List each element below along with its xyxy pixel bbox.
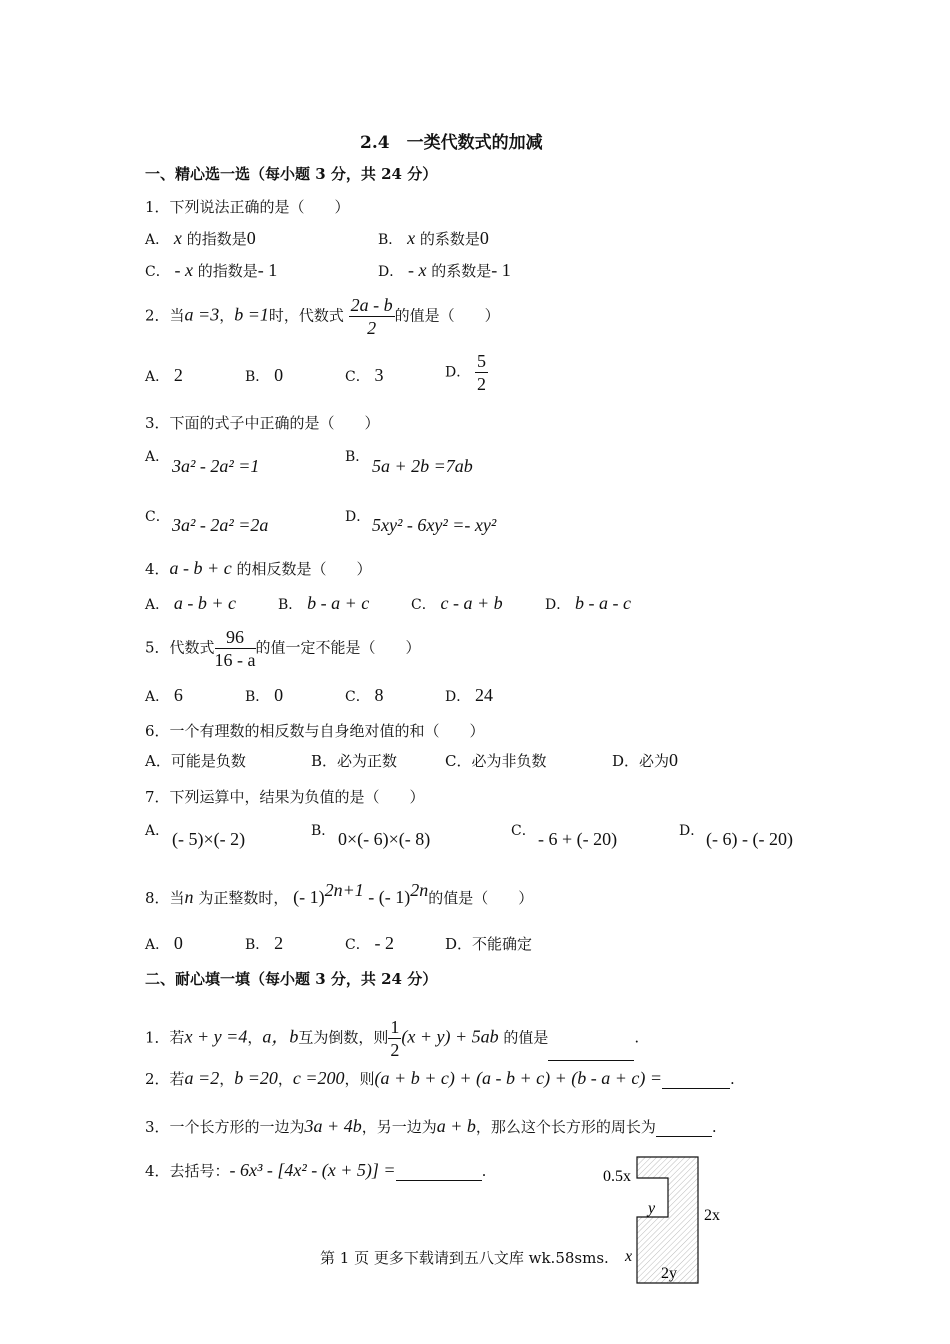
figure-label-bottom: 2y bbox=[661, 1265, 677, 1282]
q3-stem: 3．下面的式子中正确的是（ ） bbox=[145, 414, 380, 432]
answer-blank[interactable] bbox=[396, 1164, 482, 1181]
stem-text: 3．一个长方形的一边为 bbox=[145, 1118, 305, 1136]
figure-label-left: x bbox=[625, 1248, 633, 1265]
math-expr: a - b + c bbox=[173, 593, 237, 613]
power-base: - (- 1) bbox=[363, 887, 411, 907]
q7-label-b: B． bbox=[311, 823, 336, 839]
math-value: 0 bbox=[246, 228, 256, 248]
math-value: - 2 bbox=[374, 933, 394, 953]
math-expr bbox=[293, 880, 429, 907]
option-text: 的系数是 bbox=[431, 262, 492, 280]
end-mark: . bbox=[481, 1162, 487, 1180]
option-label: D． bbox=[545, 597, 571, 613]
math-value: 0 bbox=[173, 933, 183, 953]
numerator: 5 bbox=[477, 351, 487, 371]
math-expr: c =200 bbox=[292, 1068, 345, 1088]
q7-expr-a: (- 5)×(- 2) bbox=[172, 829, 246, 849]
q3-expr-a: 3a² - 2a² =1 bbox=[172, 456, 260, 476]
q8-stem bbox=[145, 880, 533, 908]
q6-stem: 6．一个有理数的相反数与自身绝对值的和（ ） bbox=[145, 722, 485, 740]
denominator: 16 - a bbox=[214, 650, 256, 670]
stem-text: 的相反数是（ ） bbox=[236, 560, 372, 578]
q1-option-c bbox=[145, 260, 277, 281]
stem-text: 4． bbox=[145, 560, 170, 578]
option-label: B． bbox=[278, 597, 303, 613]
stem-text: 互为倒数，则 bbox=[298, 1028, 389, 1047]
q7-label-a: A． bbox=[145, 823, 170, 839]
fill-q3 bbox=[145, 1116, 717, 1137]
separator: ， bbox=[247, 1028, 263, 1047]
q1-stem: 1．下列说法正确的是（ ） bbox=[145, 198, 350, 216]
q7-expr-d: (- 6) - (- 20) bbox=[706, 829, 793, 849]
stem-text: 8．当 bbox=[145, 889, 185, 907]
fill-q1 bbox=[145, 1016, 639, 1061]
stem-text: 的值是（ ） bbox=[394, 306, 500, 325]
q4-stem bbox=[145, 558, 371, 579]
q7-expr-c: - 6 + (- 20) bbox=[538, 829, 618, 849]
q5-option-b bbox=[245, 685, 283, 706]
option-label: A． bbox=[145, 937, 170, 953]
q3-expr-c: 3a² - 2a² =2a bbox=[172, 515, 269, 535]
math-value: 0 bbox=[669, 750, 679, 770]
page-footer: 第 1 页 更多下载请到五八文库 wk.58sms. bbox=[320, 1249, 609, 1267]
q4-option-b bbox=[278, 593, 369, 614]
q7-label-c: C． bbox=[511, 823, 536, 839]
math-expr: b - a - c bbox=[575, 593, 631, 613]
fraction bbox=[349, 294, 395, 339]
answer-blank[interactable] bbox=[548, 1044, 634, 1061]
fraction bbox=[215, 626, 256, 671]
q1-option-d bbox=[378, 260, 511, 281]
q4-option-d bbox=[545, 593, 631, 614]
denominator: 2 bbox=[367, 318, 377, 338]
option-label: A． bbox=[145, 597, 170, 613]
math-var: x bbox=[407, 228, 416, 248]
math-expr: c - a + b bbox=[440, 593, 503, 613]
math-value: 6 bbox=[173, 685, 183, 705]
q5-stem bbox=[145, 626, 421, 671]
math-expr: b =20 bbox=[234, 1068, 278, 1088]
math-value: 2 bbox=[173, 365, 183, 385]
stem-text: 4．去括号： bbox=[145, 1162, 230, 1180]
denominator: 2 bbox=[477, 374, 487, 394]
stem-text: 的值是（ ） bbox=[428, 889, 534, 907]
exponent: 2n bbox=[410, 880, 429, 900]
q8-option-c bbox=[345, 933, 394, 954]
math-var: x bbox=[173, 228, 182, 248]
math-var: - x bbox=[408, 260, 427, 280]
option-label: D． bbox=[445, 689, 471, 705]
end-mark: . bbox=[634, 1028, 640, 1047]
end-mark: . bbox=[711, 1118, 717, 1136]
figure-label-right: 2x bbox=[704, 1207, 720, 1224]
math-expr: x + y =4 bbox=[184, 1026, 248, 1047]
q2-option-b bbox=[245, 365, 283, 386]
q3-label-b: B． bbox=[345, 449, 370, 465]
q3-expr-d: 5xy² - 6xy² =- xy² bbox=[372, 515, 497, 535]
option-label: A． bbox=[145, 232, 170, 248]
option-label: B． bbox=[378, 232, 403, 248]
stem-text: ，则 bbox=[344, 1070, 375, 1088]
fill-q2: 2．若a =2，b =20，c =200，则(a + b + c) + (a - b + c) + (b - a + c) = . bbox=[145, 1068, 735, 1088]
math-value: 2 bbox=[274, 933, 284, 953]
answer-blank[interactable] bbox=[662, 1072, 730, 1089]
math-value: 0 bbox=[479, 228, 489, 248]
q4-option-c bbox=[411, 593, 503, 614]
math-var: n bbox=[184, 887, 194, 907]
section2-heading: 二、耐心填一填（每小题 3 分，共 24 分） bbox=[145, 970, 438, 988]
q7-label-d: D． bbox=[679, 823, 705, 839]
option-text: D．必为 bbox=[612, 752, 670, 770]
q3-expr-b: 5a + 2b =7ab bbox=[372, 456, 473, 476]
page-title: 2.4 一类代数式的加减 bbox=[360, 133, 543, 153]
option-text: 的指数是 bbox=[186, 230, 247, 248]
math-expr: a - b + c bbox=[169, 558, 232, 578]
math-expr: a =3 bbox=[184, 304, 220, 325]
denominator: 2 bbox=[390, 1040, 400, 1060]
q6-option-b: B．必为正数 bbox=[311, 752, 398, 770]
stem-text: ，另一边为 bbox=[361, 1118, 437, 1136]
answer-blank[interactable] bbox=[656, 1120, 712, 1137]
q2-stem bbox=[145, 294, 500, 339]
math-expr: - 6x³ - [4x² - (x + 5)] = bbox=[229, 1160, 396, 1180]
q3-label-c: C． bbox=[145, 509, 170, 525]
q8-option-b bbox=[245, 933, 283, 954]
math-expr: 3a + 4b bbox=[304, 1116, 362, 1136]
power-base: (- 1) bbox=[293, 887, 325, 907]
q4-option-a bbox=[145, 593, 236, 614]
q2-option-c bbox=[345, 365, 384, 386]
q2-option-a bbox=[145, 365, 183, 386]
fraction bbox=[475, 350, 488, 395]
math-expr: b - a + c bbox=[307, 593, 370, 613]
stem-text: 时，代数式 bbox=[268, 306, 344, 325]
q3-label-a: A． bbox=[145, 449, 170, 465]
q5-option-d bbox=[445, 685, 493, 706]
option-label: C． bbox=[411, 597, 436, 613]
q8-option-d: D．不能确定 bbox=[445, 935, 533, 953]
q6-option-c: C．必为非负数 bbox=[445, 752, 547, 770]
math-expr: a =2 bbox=[184, 1068, 220, 1088]
stem-text: 的值一定不能是（ ） bbox=[255, 638, 421, 657]
numerator: 1 bbox=[390, 1017, 400, 1037]
q6-option-a: A．可能是负数 bbox=[145, 752, 246, 770]
stem-text: ，那么这个长方形的周长为 bbox=[475, 1118, 656, 1136]
math-value: 24 bbox=[475, 685, 494, 705]
math-value: 3 bbox=[374, 365, 384, 385]
q2-option-d bbox=[445, 350, 488, 395]
option-label: C． bbox=[345, 937, 370, 953]
math-expr: (x + y) + 5ab bbox=[401, 1026, 499, 1047]
option-label: B． bbox=[245, 937, 270, 953]
separator: ， bbox=[219, 306, 235, 325]
option-label: C． bbox=[345, 689, 370, 705]
q3-label-d: D． bbox=[345, 509, 371, 525]
q7-stem: 7．下列运算中，结果为负值的是（ ） bbox=[145, 788, 425, 806]
option-label: A． bbox=[145, 689, 170, 705]
q5-option-a bbox=[145, 685, 183, 706]
option-label: A． bbox=[145, 369, 170, 385]
stem-text: 的值是 bbox=[503, 1028, 549, 1047]
shape-figure bbox=[590, 1150, 730, 1290]
q6-option-d bbox=[612, 750, 678, 771]
fill-q4 bbox=[145, 1160, 486, 1181]
stem-text: 2．当 bbox=[145, 306, 185, 325]
stem-text: 为正整数时， bbox=[198, 889, 289, 907]
math-expr: (a + b + c) + (a - b + c) + (b - a + c) = bbox=[374, 1068, 662, 1088]
math-value: - 1 bbox=[257, 260, 278, 280]
math-var: - x bbox=[174, 260, 193, 280]
figure-label-inner: y bbox=[648, 1200, 656, 1217]
q5-option-c bbox=[345, 685, 384, 706]
option-text: 的指数是 bbox=[197, 262, 258, 280]
exponent: 2n+1 bbox=[324, 880, 364, 900]
math-expr: a + b bbox=[436, 1116, 476, 1136]
option-label: B． bbox=[245, 369, 270, 385]
q1-option-a bbox=[145, 228, 256, 249]
q7-expr-b: 0×(- 6)×(- 8) bbox=[338, 829, 431, 849]
q8-option-a bbox=[145, 933, 183, 954]
end-mark: . bbox=[730, 1070, 735, 1088]
math-value: 0 bbox=[274, 685, 284, 705]
math-value: 0 bbox=[274, 365, 284, 385]
math-value: - 1 bbox=[491, 260, 511, 280]
stem-text: 1．若 bbox=[145, 1028, 185, 1047]
option-label: D． bbox=[378, 264, 404, 280]
option-label: D． bbox=[445, 364, 471, 381]
option-label: B． bbox=[245, 689, 270, 705]
math-value: 8 bbox=[374, 685, 384, 705]
figure-label-top: 0.5x bbox=[603, 1168, 631, 1185]
section1-heading: 一、精心选一选（每小题 3 分，共 24 分） bbox=[145, 165, 438, 183]
option-text: 的系数是 bbox=[419, 230, 480, 248]
math-expr: b =1 bbox=[234, 304, 269, 325]
numerator: 2a - b bbox=[350, 295, 393, 315]
fraction bbox=[388, 1016, 401, 1061]
math-var: a，b bbox=[262, 1026, 299, 1047]
stem-text: 5．代数式 bbox=[145, 638, 215, 657]
numerator: 96 bbox=[215, 626, 256, 649]
q1-option-b bbox=[378, 228, 489, 249]
stem-text: 2．若 bbox=[145, 1070, 185, 1088]
option-label: C． bbox=[145, 264, 170, 280]
option-label: C． bbox=[345, 369, 370, 385]
